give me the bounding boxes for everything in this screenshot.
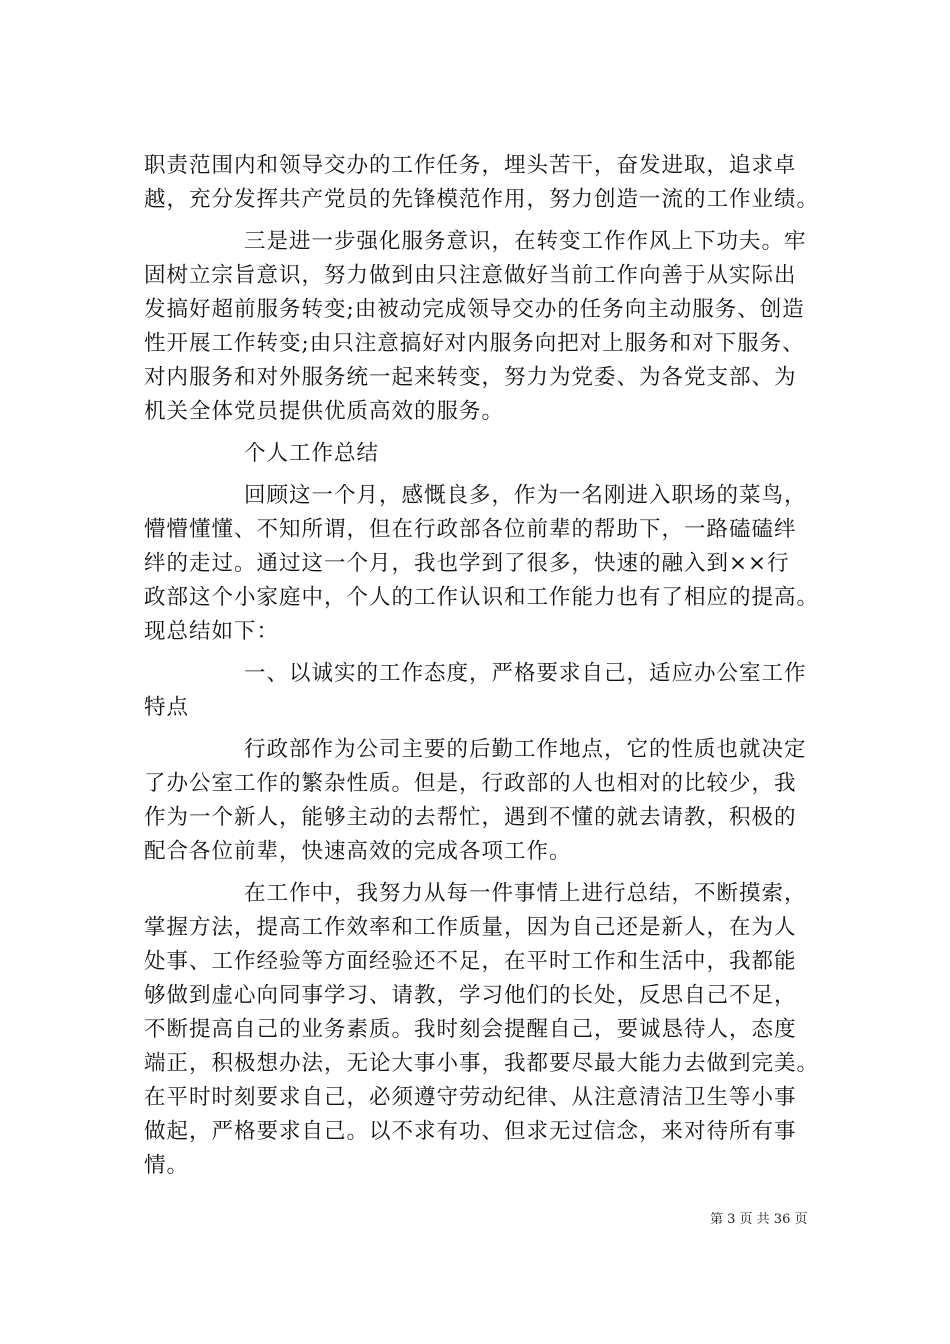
- subsection-heading-cont: 特点: [144, 694, 190, 720]
- body-line: 在工作中，我努力从每一件事情上进行总结，不断摸索，: [244, 880, 807, 906]
- body-line: 做起，严格要求自己。以不求有功、但求无过信念，来对待所有事: [144, 1118, 797, 1144]
- body-line: 回顾这一个月，感慨良多，作为一名刚进入职场的菜鸟，: [244, 482, 807, 508]
- body-line: 现总结如下：: [144, 618, 280, 644]
- body-line: 够做到虚心向同事学习、请教，学习他们的长处，反思自己不足，: [144, 982, 797, 1008]
- body-line: 三是进一步强化服务意识，在转变工作作风上下功夫。牢: [244, 228, 807, 254]
- body-line: 越，充分发挥共产党员的先锋模范作用，努力创造一流的工作业绩。: [144, 186, 820, 212]
- body-line: 了办公室工作的繁杂性质。但是，行政部的人也相对的比较少，我: [144, 770, 797, 796]
- body-line: 配合各位前辈，快速高效的完成各项工作。: [144, 838, 572, 864]
- body-line: 对内服务和对外服务统一起来转变，努力为党委、为各党支部、为: [144, 364, 797, 390]
- section-heading: 个人工作总结: [244, 440, 380, 466]
- body-line: 政部这个小家庭中，个人的工作认识和工作能力也有了相应的提高。: [144, 584, 820, 610]
- body-line: 懵懵懂懂、不知所谓，但在行政部各位前辈的帮助下，一路磕磕绊: [144, 516, 797, 542]
- body-line: 性开展工作转变;由只注意搞好对内服务向把对上服务和对下服务、: [144, 330, 805, 356]
- subsection-heading: 一、以诚实的工作态度，严格要求自己，适应办公室工作: [244, 660, 807, 686]
- body-line: 端正，积极想办法，无论大事小事，我都要尽最大能力去做到完美。: [144, 1050, 820, 1076]
- body-line: 不断提高自己的业务素质。我时刻会提醒自己，要诚恳待人，态度: [144, 1016, 797, 1042]
- body-line: 在平时时刻要求自己，必须遵守劳动纪律、从注意清洁卫生等小事: [144, 1084, 797, 1110]
- body-line: 作为一个新人，能够主动的去帮忙，遇到不懂的就去请教，积极的: [144, 804, 797, 830]
- body-line: 情。: [144, 1152, 190, 1178]
- body-line: 固树立宗旨意识，努力做到由只注意做好当前工作向善于从实际出: [144, 262, 797, 288]
- body-line: 处事、工作经验等方面经验还不足，在平时工作和生活中，我都能: [144, 948, 797, 974]
- body-line: 发搞好超前服务转变;由被动完成领导交办的任务向主动服务、创造: [144, 296, 805, 322]
- body-line: 行政部作为公司主要的后勤工作地点，它的性质也就决定: [244, 736, 807, 762]
- body-line: 掌握方法，提高工作效率和工作质量，因为自己还是新人，在为人: [144, 914, 797, 940]
- body-line: 机关全体党员提供优质高效的服务。: [144, 398, 505, 424]
- body-line: 职责范围内和领导交办的工作任务，埋头苦干，奋发进取，追求卓: [144, 152, 797, 178]
- body-line: 绊的走过。通过这一个月，我也学到了很多，快速的融入到××行: [144, 550, 790, 576]
- page-number-footer: 第 3 页 共 36 页: [710, 1212, 808, 1227]
